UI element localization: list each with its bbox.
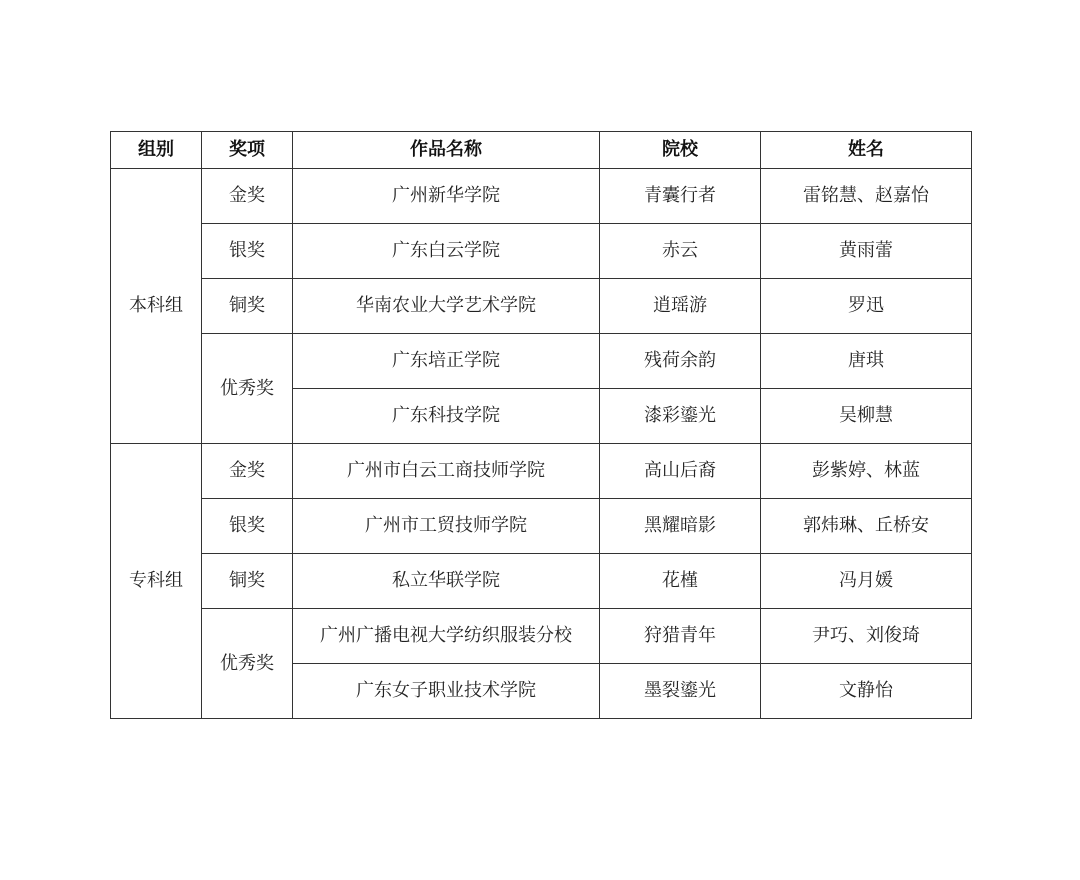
award-cell: 优秀奖 [202, 609, 293, 719]
name-cell: 雷铭慧、赵嘉怡 [761, 169, 972, 224]
school-cell: 逍瑶游 [600, 279, 761, 334]
name-cell: 文静怡 [761, 664, 972, 719]
name-cell: 冯月媛 [761, 554, 972, 609]
school-cell: 花槿 [600, 554, 761, 609]
table-row [111, 499, 972, 554]
group-cell: 专科组 [111, 444, 202, 719]
award-cell: 金奖 [202, 444, 293, 499]
header-name: 姓名 [761, 132, 972, 169]
table-body [111, 169, 972, 719]
school-cell: 墨裂鎏光 [600, 664, 761, 719]
work-cell: 广州广播电视大学纺织服装分校 [293, 609, 600, 664]
work-cell: 广东白云学院 [293, 224, 600, 279]
name-cell: 尹巧、刘俊琦 [761, 609, 972, 664]
work-cell: 华南农业大学艺术学院 [293, 279, 600, 334]
work-cell: 广东科技学院 [293, 389, 600, 444]
group-cell: 本科组 [111, 169, 202, 444]
school-cell: 赤云 [600, 224, 761, 279]
work-cell: 广州市工贸技师学院 [293, 499, 600, 554]
school-cell: 狩猎青年 [600, 609, 761, 664]
award-results-table [110, 131, 972, 719]
award-cell: 银奖 [202, 499, 293, 554]
header-school: 院校 [600, 132, 761, 169]
header-row [111, 132, 972, 169]
work-cell: 广州市白云工商技师学院 [293, 444, 600, 499]
award-cell: 银奖 [202, 224, 293, 279]
table-row [111, 554, 972, 609]
table-row [111, 224, 972, 279]
table-row [111, 444, 972, 499]
award-cell: 金奖 [202, 169, 293, 224]
work-cell: 广东女子职业技术学院 [293, 664, 600, 719]
school-cell: 漆彩鎏光 [600, 389, 761, 444]
school-cell: 高山后裔 [600, 444, 761, 499]
work-cell: 广州新华学院 [293, 169, 600, 224]
name-cell: 罗迅 [761, 279, 972, 334]
award-cell: 铜奖 [202, 279, 293, 334]
name-cell: 彭紫婷、林蓝 [761, 444, 972, 499]
table-row [111, 334, 972, 389]
work-cell: 广东培正学院 [293, 334, 600, 389]
name-cell: 郭炜琳、丘桥安 [761, 499, 972, 554]
award-cell: 铜奖 [202, 554, 293, 609]
table-header [111, 132, 972, 169]
work-cell: 私立华联学院 [293, 554, 600, 609]
table-row [111, 279, 972, 334]
school-cell: 青囊行者 [600, 169, 761, 224]
school-cell: 残荷余韵 [600, 334, 761, 389]
name-cell: 黄雨蕾 [761, 224, 972, 279]
table-row [111, 169, 972, 224]
award-cell: 优秀奖 [202, 334, 293, 444]
name-cell: 吴柳慧 [761, 389, 972, 444]
header-work: 作品名称 [293, 132, 600, 169]
header-group: 组别 [111, 132, 202, 169]
school-cell: 黑耀暗影 [600, 499, 761, 554]
table-row [111, 609, 972, 664]
name-cell: 唐琪 [761, 334, 972, 389]
header-award: 奖项 [202, 132, 293, 169]
